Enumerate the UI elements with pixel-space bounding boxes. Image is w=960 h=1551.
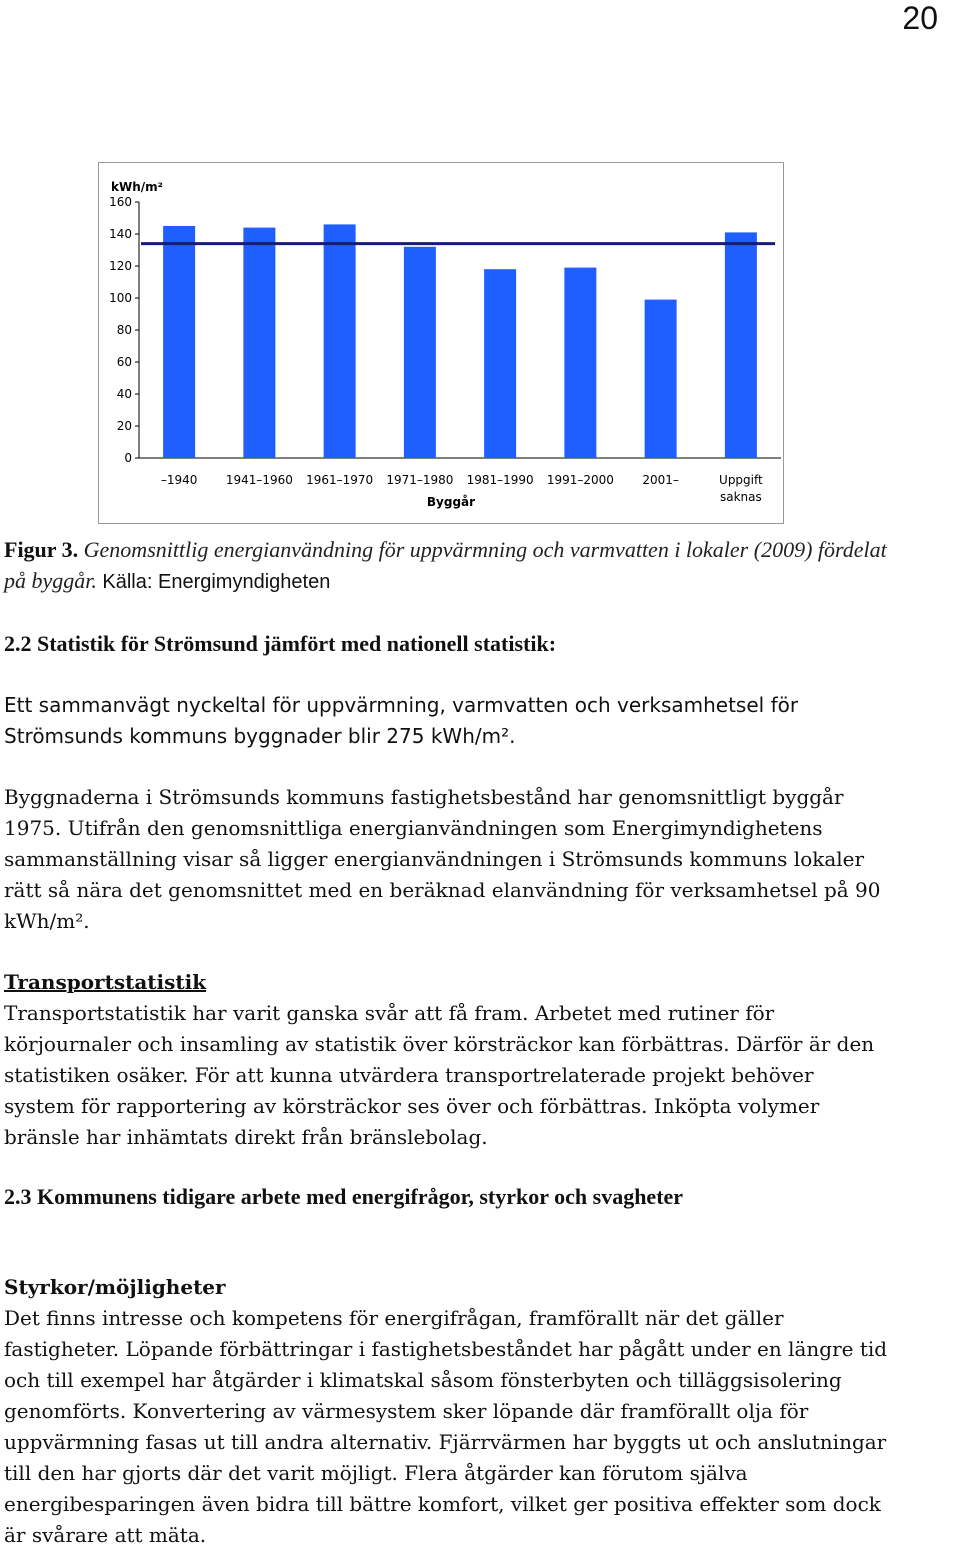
page-number: 20 bbox=[902, 0, 938, 36]
para-nyckeltal: Ett sammanvägt nyckeltal för uppvärmning, varmvatten och verksamhetsel för Strömsunds kommuns byggnader blir 275 kWh/m². bbox=[4, 693, 799, 748]
caption-source: Källa: Energimyndigheten bbox=[102, 571, 331, 593]
strengths-block bbox=[4, 1272, 889, 1551]
y-tick-label: 120 bbox=[109, 259, 132, 273]
x-tick-label: 1991–2000 bbox=[546, 473, 614, 487]
y-tick-label: 100 bbox=[109, 291, 132, 305]
section-2-2-para1 bbox=[4, 690, 904, 752]
x-tick-label: 1971–1980 bbox=[386, 473, 454, 487]
strengths-heading: Styrkor/möjligheter bbox=[4, 1275, 226, 1299]
x-tick-label: 1981–1990 bbox=[466, 473, 534, 487]
caption-label: Figur 3. bbox=[4, 537, 79, 562]
strengths-text: Det finns intresse och kompetens för energifrågan, framförallt när det gäller fastigheter. Löpande förbättringar i fastighetsbeståndet har pågått under en längre tid och till exempel har åtgärder i klimatskal såsom fönsterbyten och tilläggsisolering genomförts. Konvertering av värmesystem sker löpande där framförallt olja för uppvärmning fasas ut till andra alternativ. Fjärrvärmen har byggts ut och anslutningar till den har gjorts där det varit möjligt. Flera åtgärder kan förutom själva energibesparingen även bidra till bättre komfort, vilket ger positiva effekter som dock är svårare att mäta. bbox=[4, 1306, 888, 1547]
energy-chart bbox=[98, 162, 784, 524]
y-tick-label: 0 bbox=[124, 451, 132, 465]
y-tick-label: 20 bbox=[116, 419, 132, 433]
y-tick-label: 80 bbox=[116, 323, 132, 337]
figure-caption bbox=[4, 534, 904, 598]
para-byggar: Byggnaderna i Strömsunds kommuns fastighetsbestånd har genomsnittligt byggår 1975. Utifrån den genomsnittliga energianvändningen som Energimyndighetens sammanställning visar så ligger energianvändningen i Strömsunds kommuns lokaler rätt så nära det genomsnittet med en beräknad elanvändning för verksamhetsel på 90 kWh/m². bbox=[4, 785, 881, 933]
x-tick-label: 2001– bbox=[642, 473, 679, 487]
bar bbox=[484, 269, 516, 458]
bar bbox=[725, 232, 757, 458]
bar bbox=[163, 226, 195, 458]
y-tick-label: 40 bbox=[116, 387, 132, 401]
bar bbox=[645, 300, 677, 458]
bar-chart-svg bbox=[99, 163, 783, 523]
bar bbox=[564, 268, 596, 458]
y-tick-label: 60 bbox=[116, 355, 132, 369]
section-2-3-heading: 2.3 Kommunens tidigare arbete med energifrågor, styrkor och svagheter bbox=[4, 1184, 684, 1209]
x-tick-label: saknas bbox=[719, 490, 762, 504]
x-tick-label: 1941–1960 bbox=[225, 473, 293, 487]
y-axis-label: kWh/m² bbox=[111, 180, 163, 194]
x-tick-label: Uppgift bbox=[719, 473, 763, 487]
y-tick-label: 160 bbox=[109, 195, 132, 209]
section-2-2-para2 bbox=[4, 782, 889, 937]
transport-heading: Transportstatistik bbox=[4, 970, 207, 994]
section-2-2-heading: 2.2 Statistik för Strömsund jämfört med nationell statistik: bbox=[4, 631, 557, 656]
bar bbox=[324, 224, 356, 458]
x-tick-label: –1940 bbox=[160, 473, 198, 487]
caption-text: Genomsnittlig energianvändning för uppvärmning och varmvatten i lokaler (2009) fördelat på byggår. bbox=[4, 537, 887, 593]
x-tick-label: 1961–1970 bbox=[306, 473, 374, 487]
transport-block bbox=[4, 967, 889, 1153]
bar bbox=[243, 228, 275, 458]
bar bbox=[404, 247, 436, 458]
transport-text: Transportstatistik har varit ganska svår att få fram. Arbetet med rutiner för körjournaler och insamling av statistik över körsträckor kan förbättras. Därför är den statistiken osäker. För att kunna utvärdera transportrelaterade projekt behöver system för rapportering av körsträckor ses över och förbättras. Inköpta volymer bränsle har inhämtats direkt från bränslebolag. bbox=[4, 1001, 875, 1149]
y-tick-label: 140 bbox=[109, 227, 132, 241]
x-axis-label: Byggår bbox=[426, 495, 476, 509]
